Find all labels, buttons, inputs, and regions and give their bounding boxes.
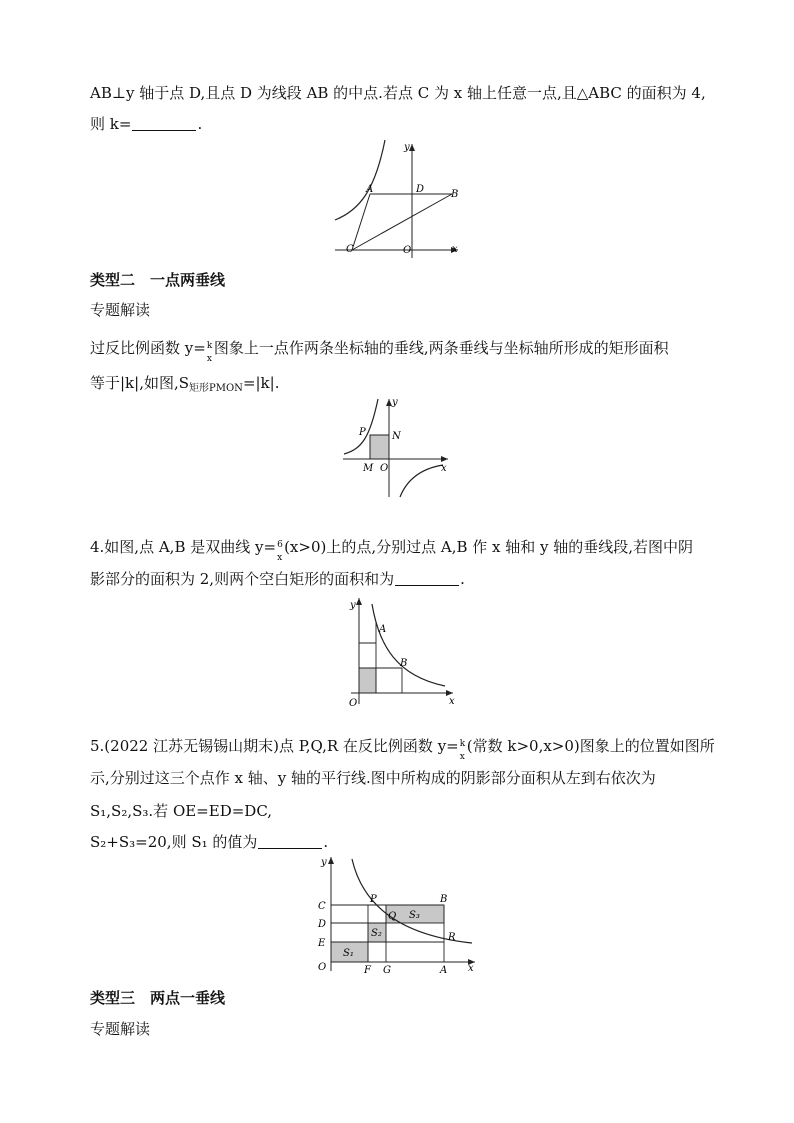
q4-line2: 影部分的面积为 2,则两个空白矩形的面积和为 . [90,570,465,588]
fig4-label-F: F [364,965,371,976]
q5-line2: 示,分别过这三个点作 x 轴、y 轴的平行线.图中所构成的阴影部分面积从左到右依次为 [90,769,656,787]
figure-2 [340,397,460,502]
fig2-label-P: P [359,427,366,438]
type2-line1: 过反比例函数 y= k x 图象上一点作两条坐标轴的垂线,两条垂线与坐标轴所形成的矩形面积 [90,339,669,364]
fig4-label-y: y [321,857,327,868]
fig4-label-P: P [370,894,377,905]
fig3-label-B: B [400,658,408,669]
fig2-label-M: M [363,463,374,474]
fig4-label-B: B [440,894,448,905]
fig2-label-y: y [392,397,398,408]
fig1-label-A: A [366,184,374,195]
fraction-6-over-x: 6 x [277,540,283,563]
answer-blank [132,116,196,131]
answer-blank [258,834,322,849]
fig2-label-O: O [380,463,389,474]
fig4-label-C: C [318,901,326,912]
q5-line1: 5.(2022 江苏无锡锡山期末)点 P,Q,R 在反比例函数 y= k x (常数 k>0,x>0)图象上的位置如图所 [90,737,715,762]
fig3-label-A: A [379,624,387,635]
fig1-label-B: B [451,189,459,200]
fig4-label-O: O [318,962,327,973]
fig4-label-S2: S₂ [371,928,382,939]
answer-blank [395,571,459,586]
q4-line1: 4.如图,点 A,B 是双曲线 y= 6 x (x>0)上的点,分别过点 A,B 作 x 轴和 y 轴的垂线段,若图中阴 [90,538,694,563]
fig3-label-O: O [349,698,358,709]
type2-heading: 类型二 一点两垂线 [90,271,226,289]
fig1-label-y: y [404,142,410,153]
fig1-label-D: D [416,184,425,195]
type3-heading: 类型三 两点一垂线 [90,989,226,1007]
fig4-label-E: E [318,938,326,949]
fig1-label-C: C [346,244,354,255]
p1-line2: 则 k= . [90,115,203,133]
fig4-label-x: x [468,963,474,974]
fig2-label-x: x [441,463,447,474]
type3-sub: 专题解读 [90,1020,151,1038]
fig4-label-S3: S₃ [409,910,420,921]
fig1-label-O: O [403,245,412,256]
figure-4 [312,853,482,978]
fig4-label-S1: S₁ [343,948,354,959]
q5-line4: S₂+S₃=20,则 S₁ 的值为 . [90,833,329,851]
p1-line1: AB⊥y 轴于点 D,且点 D 为线段 AB 的中点.若点 C 为 x 轴上任意一点,且△ABC 的面积为 4, [90,84,706,102]
fig4-label-D: D [318,919,327,930]
figure-1 [330,140,470,260]
fig3-label-y: y [350,600,356,611]
fig3-label-x: x [449,696,455,707]
fig4-label-Q: Q [388,911,397,922]
fig4-label-G: G [383,965,391,976]
q5-line3: S₁,S₂,S₃.若 OE=ED=DC, [90,802,273,820]
type2-sub: 专题解读 [90,301,151,319]
fig1-label-x: x [452,244,458,255]
type2-line2: 等于|k|,如图$,S_{矩形PMON}=|k|$. [90,374,280,394]
figure-3 [343,596,463,714]
fig2-label-N: N [392,431,401,442]
fig4-label-A: A [440,965,448,976]
fig4-label-R: R [448,932,456,943]
fraction-k-over-x: k x [459,739,466,762]
fraction-k-over-x: k x [206,341,213,364]
